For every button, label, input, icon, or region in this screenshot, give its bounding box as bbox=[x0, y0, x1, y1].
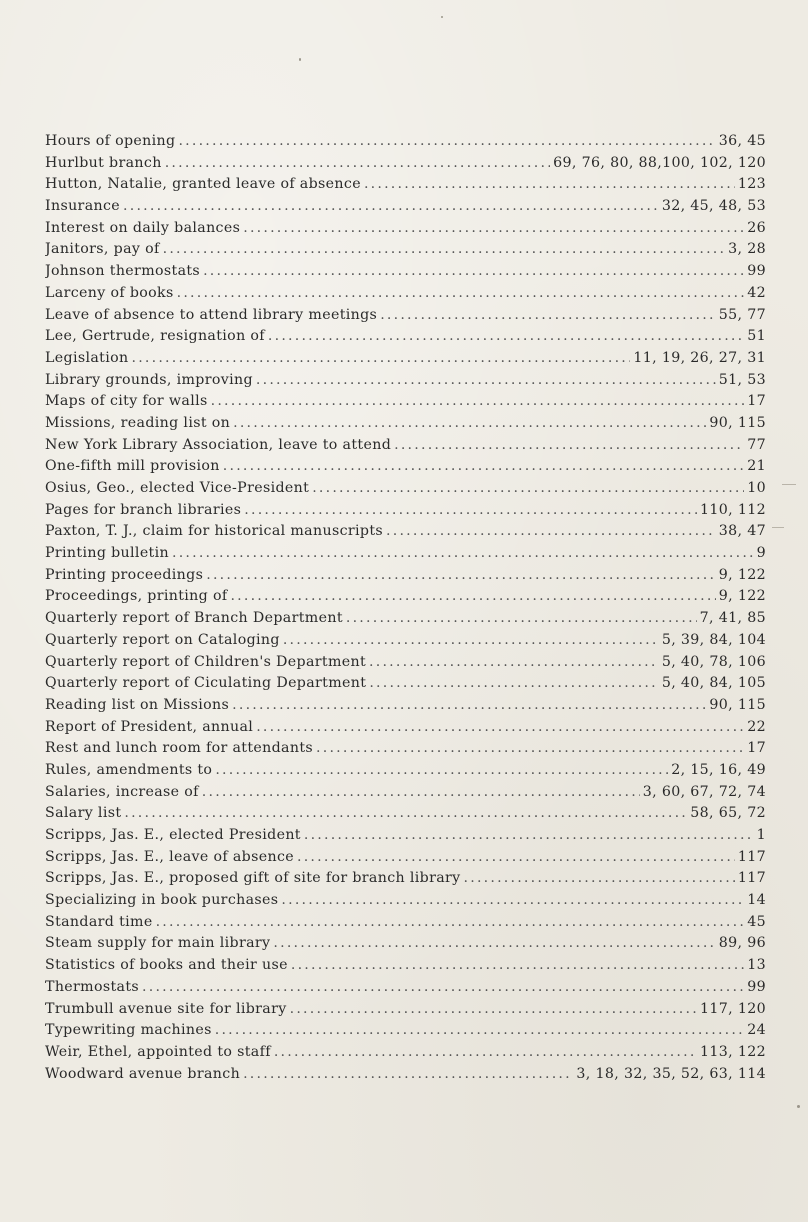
dot-leader bbox=[243, 1066, 573, 1082]
page-numbers: 1 bbox=[756, 827, 766, 843]
page-numbers: 117 bbox=[737, 870, 766, 887]
page-numbers: 24 bbox=[747, 1022, 766, 1039]
index-entry bbox=[45, 1022, 766, 1044]
index-term: Hours of opening bbox=[45, 133, 176, 149]
page-numbers: 5, 40, 84, 105 bbox=[661, 675, 766, 692]
index-term: Steam supply for main library bbox=[45, 935, 271, 952]
index-entry bbox=[45, 263, 766, 285]
index-term: Quarterly report on Cataloging bbox=[45, 631, 280, 648]
margin-mark bbox=[772, 527, 784, 528]
index-entry bbox=[45, 849, 766, 871]
margin-mark bbox=[782, 484, 796, 485]
index-term: Hurlbut branch bbox=[45, 154, 162, 171]
index-entry bbox=[45, 241, 766, 263]
dot-leader bbox=[256, 719, 744, 735]
index-term: Osius, Geo., elected Vice-President bbox=[45, 480, 310, 496]
index-term: Missions, reading list on bbox=[45, 414, 231, 431]
index-term: Leave of absence to attend library meetings bbox=[45, 306, 378, 323]
dot-leader bbox=[316, 740, 744, 756]
dot-leader bbox=[297, 849, 735, 865]
index-entry bbox=[45, 1066, 766, 1088]
dot-leader bbox=[233, 415, 706, 431]
page-numbers: 99 bbox=[747, 263, 766, 280]
index-entry bbox=[45, 350, 766, 372]
dot-leader bbox=[283, 632, 659, 648]
page-numbers: 9 bbox=[756, 545, 766, 562]
dot-leader bbox=[202, 784, 640, 800]
index-term: Quarterly report of Branch Department bbox=[45, 610, 343, 627]
dot-leader bbox=[386, 523, 716, 539]
index-entry bbox=[45, 632, 766, 654]
index-term: Specializing in book purchases bbox=[45, 892, 279, 909]
dot-leader bbox=[123, 198, 659, 214]
dot-leader bbox=[346, 610, 697, 626]
page-numbers: 69, 76, 80, 88,100, 102, 120 bbox=[553, 154, 766, 171]
page-numbers: 2, 15, 16, 49 bbox=[671, 761, 766, 778]
index-term: Standard time bbox=[45, 913, 153, 930]
index-term: Library grounds, improving bbox=[45, 371, 253, 388]
page-numbers: 9, 122 bbox=[718, 588, 766, 605]
index-term: Hutton, Natalie, granted leave of absence bbox=[45, 176, 361, 193]
page-numbers: 10 bbox=[747, 480, 766, 496]
dot-leader bbox=[203, 263, 744, 279]
dot-leader bbox=[223, 458, 744, 474]
dot-leader bbox=[243, 220, 744, 236]
page-numbers: 21 bbox=[747, 458, 766, 475]
index-entry bbox=[45, 155, 766, 177]
index-term: Paxton, T. J., claim for historical manuscripts bbox=[45, 523, 384, 540]
index-entry bbox=[45, 198, 766, 220]
page-numbers: 36, 45 bbox=[718, 133, 766, 149]
index-term: Typewriting machines bbox=[45, 1022, 212, 1039]
index-entry bbox=[45, 307, 766, 329]
index-term: Printing proceedings bbox=[45, 566, 204, 583]
index-entry bbox=[45, 437, 766, 459]
index-entry bbox=[45, 1001, 766, 1023]
index-entry bbox=[45, 654, 766, 676]
page-numbers: 17 bbox=[747, 393, 766, 410]
page-numbers: 17 bbox=[747, 740, 766, 757]
dot-leader bbox=[394, 437, 744, 453]
index-entry bbox=[45, 675, 766, 697]
index-entry bbox=[45, 827, 766, 849]
index-entry bbox=[45, 458, 766, 480]
index-entry bbox=[45, 914, 766, 936]
index-term: Pages for branch libraries bbox=[45, 501, 242, 518]
dot-leader bbox=[369, 654, 659, 670]
page-numbers: 99 bbox=[747, 978, 766, 995]
dot-leader bbox=[281, 892, 744, 908]
dot-leader bbox=[156, 914, 745, 930]
index-term: Scripps, Jas. E., elected President bbox=[45, 827, 301, 843]
index-term: Reading list on Missions bbox=[45, 696, 230, 713]
page-numbers: 77 bbox=[747, 436, 766, 453]
paper-speck bbox=[299, 58, 301, 61]
page-numbers: 3, 28 bbox=[728, 241, 766, 258]
page-numbers: 123 bbox=[737, 176, 766, 193]
index-term: Quarterly report of Ciculating Department bbox=[45, 675, 367, 692]
page-numbers: 14 bbox=[747, 892, 766, 909]
page-numbers: 45 bbox=[747, 913, 766, 930]
index-list bbox=[45, 133, 766, 1087]
index-entry bbox=[45, 393, 766, 415]
index-entry bbox=[45, 502, 766, 524]
index-entry bbox=[45, 133, 766, 155]
dot-leader bbox=[163, 241, 726, 257]
dot-leader bbox=[142, 979, 744, 995]
index-entry bbox=[45, 784, 766, 806]
page-numbers: 51 bbox=[747, 328, 766, 345]
index-entry bbox=[45, 480, 766, 502]
page-numbers: 110, 112 bbox=[700, 501, 766, 518]
index-entry bbox=[45, 697, 766, 719]
index-term: One-fifth mill provision bbox=[45, 458, 220, 475]
index-term: Printing bulletin bbox=[45, 545, 169, 562]
index-term: Rules, amendments to bbox=[45, 761, 213, 778]
index-term: Weir, Ethel, appointed to staff bbox=[45, 1043, 271, 1060]
dot-leader bbox=[291, 957, 744, 973]
dot-leader bbox=[178, 133, 715, 149]
paper-speck bbox=[441, 16, 443, 18]
index-entry bbox=[45, 610, 766, 632]
page-numbers: 42 bbox=[747, 284, 766, 301]
index-term: Salaries, increase of bbox=[45, 783, 199, 800]
page-numbers: 3, 18, 32, 35, 52, 63, 114 bbox=[576, 1065, 766, 1082]
dot-leader bbox=[165, 155, 550, 171]
index-entry bbox=[45, 1044, 766, 1066]
dot-leader bbox=[304, 827, 754, 843]
dot-leader bbox=[230, 588, 715, 604]
page-numbers: 90, 115 bbox=[709, 696, 766, 713]
dot-leader bbox=[211, 393, 745, 409]
page-numbers: 58, 65, 72 bbox=[690, 805, 766, 822]
index-entry bbox=[45, 979, 766, 1001]
index-entry bbox=[45, 870, 766, 892]
dot-leader bbox=[273, 935, 715, 951]
index-term: Insurance bbox=[45, 198, 121, 215]
index-term: Legislation bbox=[45, 349, 129, 366]
index-entry bbox=[45, 328, 766, 350]
index-term: Scripps, Jas. E., leave of absence bbox=[45, 848, 294, 865]
page-numbers: 117 bbox=[737, 848, 766, 865]
paper-speck bbox=[797, 1105, 800, 1108]
index-term: New York Library Association, leave to attend bbox=[45, 436, 392, 453]
index-entry bbox=[45, 740, 766, 762]
dot-leader bbox=[312, 480, 744, 496]
dot-leader bbox=[268, 328, 744, 344]
dot-leader bbox=[290, 1001, 697, 1017]
index-entry bbox=[45, 935, 766, 957]
dot-leader bbox=[369, 675, 659, 691]
index-entry bbox=[45, 545, 766, 567]
page-numbers: 5, 40, 78, 106 bbox=[661, 653, 766, 670]
page-numbers: 113, 122 bbox=[700, 1043, 766, 1060]
page-numbers: 3, 60, 67, 72, 74 bbox=[642, 783, 766, 800]
index-term: Woodward avenue branch bbox=[45, 1065, 241, 1082]
index-term: Janitors, pay of bbox=[45, 241, 160, 258]
dot-leader bbox=[364, 176, 735, 192]
dot-leader bbox=[177, 285, 745, 301]
index-term: Thermostats bbox=[45, 978, 140, 995]
index-entry bbox=[45, 567, 766, 589]
index-entry bbox=[45, 220, 766, 242]
index-entry bbox=[45, 762, 766, 784]
dot-leader bbox=[380, 307, 716, 323]
index-entry bbox=[45, 372, 766, 394]
index-entry bbox=[45, 415, 766, 437]
index-term: Lee, Gertrude, resignation of bbox=[45, 328, 265, 345]
page-numbers: 5, 39, 84, 104 bbox=[661, 631, 766, 648]
page-numbers: 7, 41, 85 bbox=[699, 610, 766, 627]
dot-leader bbox=[256, 372, 716, 388]
page-numbers: 9, 122 bbox=[718, 566, 766, 583]
index-term: Trumbull avenue site for library bbox=[45, 1000, 287, 1017]
page-numbers: 51, 53 bbox=[718, 371, 766, 388]
page-numbers: 26 bbox=[747, 219, 766, 236]
dot-leader bbox=[232, 697, 706, 713]
index-term: Johnson thermostats bbox=[45, 263, 201, 280]
index-entry bbox=[45, 523, 766, 545]
index-entry bbox=[45, 805, 766, 827]
dot-leader bbox=[131, 350, 630, 366]
index-term: Quarterly report of Children's Department bbox=[45, 653, 367, 670]
index-entry bbox=[45, 892, 766, 914]
index-entry bbox=[45, 957, 766, 979]
page-numbers: 38, 47 bbox=[718, 523, 766, 540]
index-term: Report of President, annual bbox=[45, 718, 254, 735]
index-entry bbox=[45, 285, 766, 307]
dot-leader bbox=[464, 870, 735, 886]
index-term: Maps of city for walls bbox=[45, 393, 208, 410]
index-entry bbox=[45, 176, 766, 198]
index-term: Scripps, Jas. E., proposed gift of site for branch library bbox=[45, 870, 461, 887]
index-entry bbox=[45, 719, 766, 741]
dot-leader bbox=[274, 1044, 697, 1060]
dot-leader bbox=[215, 1022, 745, 1038]
page-numbers: 22 bbox=[747, 718, 766, 735]
index-term: Interest on daily balances bbox=[45, 219, 241, 236]
page-numbers: 13 bbox=[747, 957, 766, 974]
page-numbers: 90, 115 bbox=[709, 414, 766, 431]
dot-leader bbox=[244, 502, 697, 518]
dot-leader bbox=[206, 567, 716, 583]
index-term: Salary list bbox=[45, 805, 122, 822]
page-numbers: 117, 120 bbox=[700, 1000, 766, 1017]
page-numbers: 89, 96 bbox=[718, 935, 766, 952]
dot-leader bbox=[172, 545, 754, 561]
index-term: Proceedings, printing of bbox=[45, 588, 228, 605]
index-term: Larceny of books bbox=[45, 284, 174, 301]
dot-leader bbox=[124, 805, 687, 821]
page-numbers: 11, 19, 26, 27, 31 bbox=[633, 349, 766, 366]
index-term: Rest and lunch room for attendants bbox=[45, 740, 314, 757]
index-term: Statistics of books and their use bbox=[45, 957, 288, 974]
page-numbers: 32, 45, 48, 53 bbox=[661, 198, 766, 215]
page-numbers: 55, 77 bbox=[718, 306, 766, 323]
dot-leader bbox=[215, 762, 668, 778]
index-entry bbox=[45, 588, 766, 610]
